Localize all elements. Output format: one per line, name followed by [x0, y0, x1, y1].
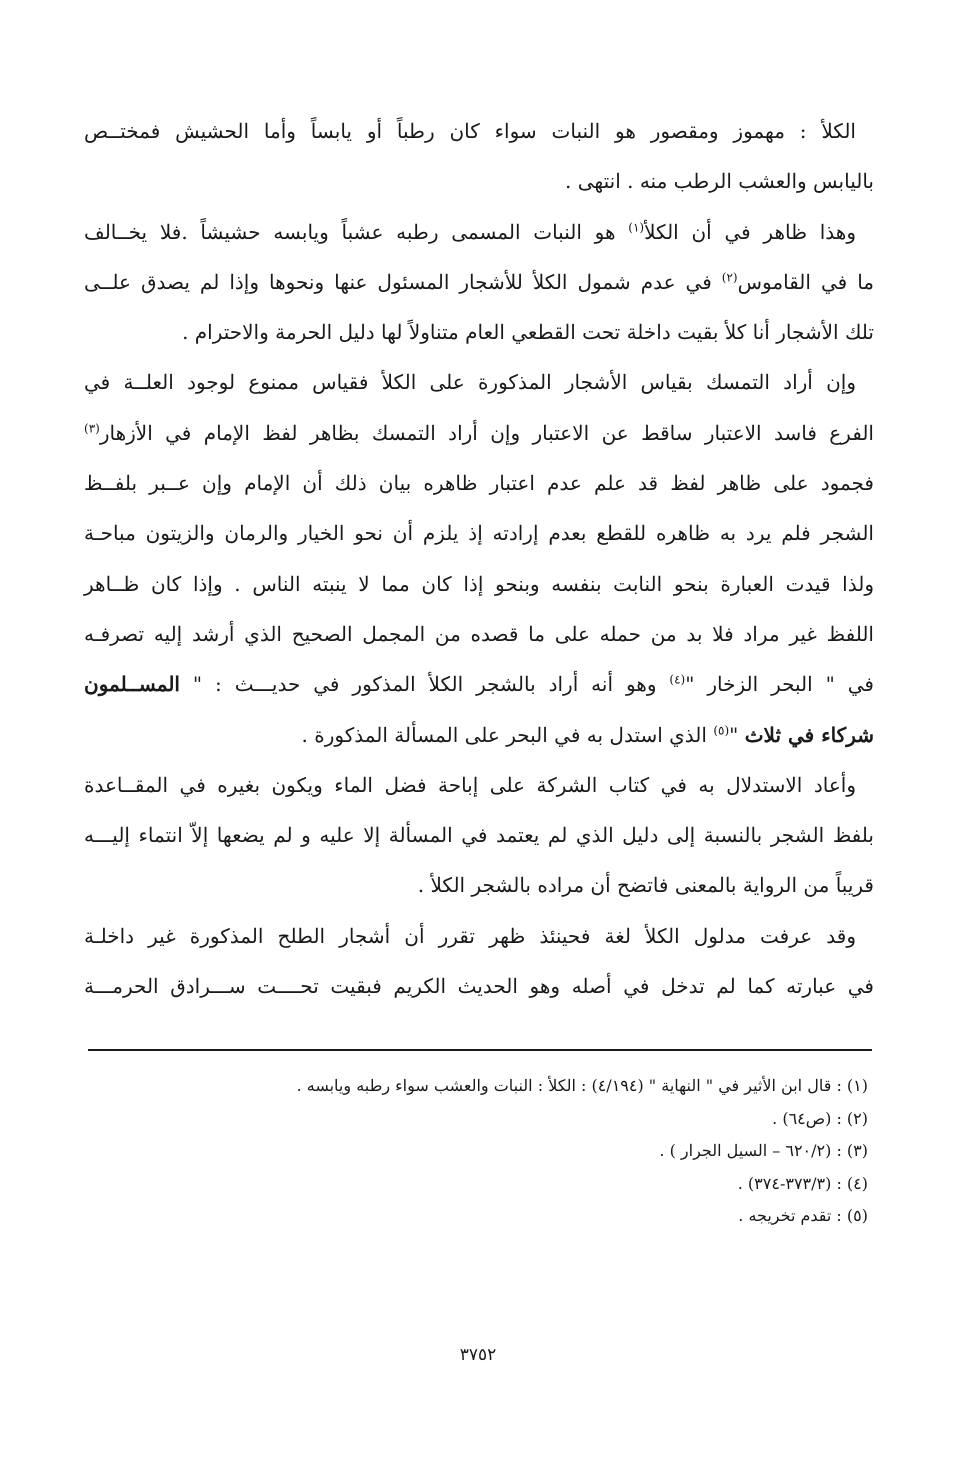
footnote-3: (٣) : (٦٢٠/٢ – السيل الجرار ) . — [659, 1141, 868, 1160]
text-line: وقد عرفت مدلول الكلأ لغة فحينئذ ظهر تقرر أن أشجار الطلح المذكورة غير داخلـة — [84, 923, 856, 948]
footnote-1: (١) : قال ابن الأثير في " النهاية " (٤/١٩٤) : الكلأ : النبات والعشب سواء رطبه ويابسه . — [296, 1076, 868, 1095]
footnote-ref-4: (٤) — [669, 672, 686, 687]
paragraph-4 — [84, 760, 874, 911]
text-line: في عبارته كما لم تدخل في أصله وهو الحديث الكريم فبقيت تحــــت ســـرادق الحرمـــة — [84, 974, 874, 999]
page-number: ٣٧٥٢ — [459, 1345, 497, 1365]
text-line: الفرع فاسد الاعتبار ساقط عن الاعتبار وإن أراد التمسك بظاهر لفظ الإمام في الأزهار$^{(٣)}$ — [84, 420, 874, 445]
footnote-ref-3: (٣) — [84, 421, 100, 436]
hadith-bold-text: المســلمون — [84, 672, 180, 697]
text-line: وأعاد الاستدلال به في كتاب الشركة على إباحة فضل الماء ويكون بغيره في المقــاعدة — [84, 772, 856, 797]
footnotes — [84, 1070, 868, 1233]
footnote-2: (٢) : (ص٦٤) . — [772, 1108, 868, 1128]
text-line: تلك الأشجار أنا كلأ بقيت داخلة تحت القطعي العام متناولاً لها دليل الحرمة والاحترام . — [182, 320, 874, 345]
text-line: وهذا ظاهر في أن الكلأ$^{(١)}$ هو النبات المسمى رطبه عشباً ويابسه حشيشاً .فلا يخــالف — [84, 219, 857, 244]
text-line: اللفظ غير مراد فلا بد من حمله على ما قصده من المجمل الصحيح الذي أرشد إليه تصرفـه — [84, 621, 874, 646]
text-line: في " البحر الزخار "$^{(٤)}$ وهو أنه أراد بالشجر الكلأ المذكور في حديـــث : " المســلمون — [84, 672, 874, 697]
main-text — [84, 106, 874, 1011]
text-line: ما في القاموس$^{(٢)}$ في عدم شمول الكلأ للأشجار المسئول عنها ونحوها وإذا لم يصدق علــى — [84, 269, 874, 294]
paragraph-3 — [84, 357, 874, 759]
footnote-divider — [88, 1049, 872, 1051]
paragraph-5 — [84, 911, 874, 1012]
text-line: وإن أراد التمسك بقياس الأشجار المذكورة على الكلأ فقياس ممنوع لوجود العلــة في — [84, 370, 856, 395]
text-line: بلفظ الشجر بالنسبة إلى دليل الذي لم يعتمد في المسألة إلا عليه و لم يضعها إلاّ انتماء إليـــه — [84, 823, 874, 848]
footnote-ref-1: (١) — [628, 219, 645, 234]
text-line: ولذا قيدت العبارة بنحو النابت بنفسه وبنحو إذا كان مما لا ينبته الناس . وإذا كان ظــاهر — [84, 571, 874, 596]
footnote-4: (٤) : (٣٧٣/٣-٣٧٤) . — [737, 1173, 868, 1193]
footnote-5: (٥) : تقدم تخريجه . — [738, 1206, 868, 1225]
text-line: الشجر فلم يرد به ظاهره للقطع بعدم إرادته إذ يلزم أن نحو الخيار والرمان والزيتون مباحـة — [84, 521, 874, 546]
paragraph-2 — [84, 207, 874, 358]
text-line: شركاء في ثلاث "$^{(٥)}$ الذي استدل به في البحر على المسألة المذكورة . — [301, 722, 874, 747]
text-line: باليابس والعشب الرطب منه . انتهى . — [564, 169, 874, 194]
text-line: قريباً من الرواية بالمعنى فاتضح أن مراده بالشجر الكلأ . — [417, 873, 874, 898]
footnote-ref-5: (٥) — [713, 722, 730, 737]
paragraph-1 — [84, 106, 874, 207]
hadith-bold-text: شركاء في ثلاث — [744, 722, 874, 747]
text-line: فجمود على ظاهر لفظ قد علم عدم اعتبار ظاهره بيان ذلك أن الإمام وإن عــبر بلفــظ — [84, 471, 874, 496]
text-line: الكلأ : مهموز ومقصور هو النبات سواء كان رطباً أو يابساً وأما الحشيش فمختــص — [84, 119, 856, 143]
footnote-ref-2: (٢) — [721, 270, 738, 285]
